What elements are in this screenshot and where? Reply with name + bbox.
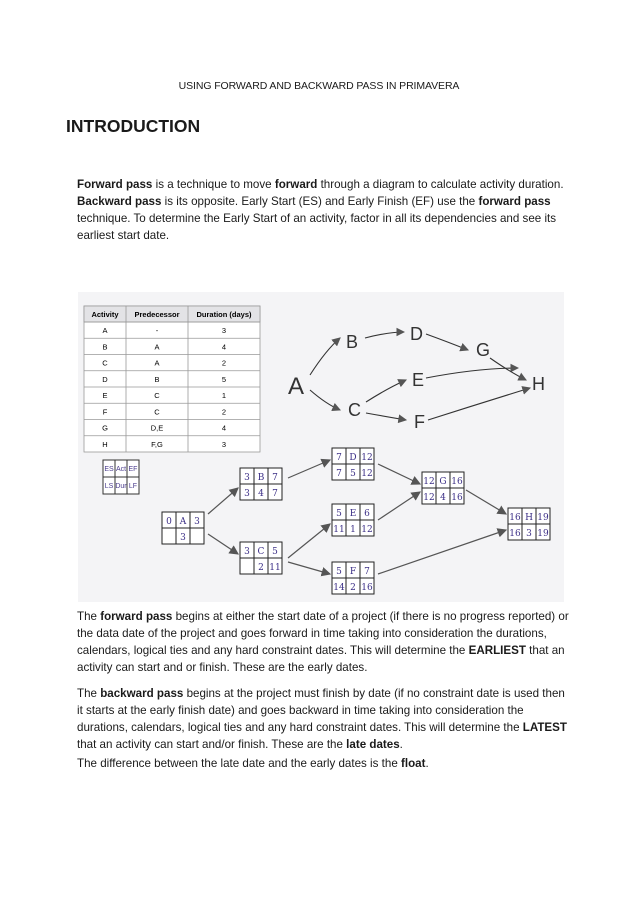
legend-act: Act xyxy=(115,466,127,473)
table-cell: - xyxy=(155,326,159,335)
node-cell-value: 12 xyxy=(423,493,435,503)
sketch-letter-e: E xyxy=(412,370,425,390)
term-latest: LATEST xyxy=(522,721,567,734)
table-cell: B xyxy=(102,342,108,352)
backward-pass-paragraph xyxy=(77,685,573,753)
table-cell: 3 xyxy=(221,439,227,449)
table-cell: G xyxy=(102,423,108,433)
forward-text-2: begins at either the start date of a project (if there is no progress reported) or the data date of the project and goes forward in time taking into consideration the durations, calendars, logical ties and any hard constraint dates. This will determine the xyxy=(77,610,569,657)
node-cell-value: 3 xyxy=(180,533,186,543)
node-cell-value: 16 xyxy=(451,477,463,487)
table-header-activity: Activity xyxy=(91,310,119,319)
intro-text-4: technique. To determine the Early Start of an activity, factor in all its dependencies and see its earliest start date. xyxy=(77,212,557,242)
document-header: USING FORWARD AND BACKWARD PASS IN PRIMAVERA xyxy=(178,80,460,92)
node-cell-value: 3 xyxy=(244,489,250,499)
backward-text-2: begins at the project must finish by date (if no constraint date is used then it starts at the early finish date) and goes backward in time taking into consideration the durations, calendars, logical ties and any hard constraint dates. This will determine the xyxy=(77,687,565,734)
table-cell: 2 xyxy=(221,407,227,417)
node-cell-value: 14 xyxy=(333,583,345,593)
term-forward: forward xyxy=(274,178,318,191)
sketch-letter-b: B xyxy=(346,332,359,352)
node-cell-value: 11 xyxy=(269,563,281,573)
intro-text-2: through a diagram to calculate activity duration. xyxy=(317,178,564,191)
node-cell xyxy=(162,528,176,544)
node-cell-value: D xyxy=(349,453,357,463)
node-cell-value: 4 xyxy=(258,489,264,499)
node-cell-value: 6 xyxy=(364,509,370,519)
node-cell-value: 16 xyxy=(509,513,521,523)
float-paragraph xyxy=(77,755,573,772)
float-text-1: The difference between the late date and the early dates is the xyxy=(77,757,401,770)
table-cell: H xyxy=(102,439,108,449)
node-cell-value: 16 xyxy=(361,583,373,593)
term-float: float xyxy=(401,757,426,770)
node-g xyxy=(422,472,464,504)
activity-table xyxy=(84,306,260,452)
node-cell-value: 19 xyxy=(537,529,549,539)
table-cell: 3 xyxy=(221,326,227,335)
node-cell-value: 11 xyxy=(333,525,345,535)
node-c xyxy=(240,542,282,574)
table-cell: F,G xyxy=(151,439,163,449)
node-cell-value: 5 xyxy=(336,567,342,577)
term-forward-pass-3: forward pass xyxy=(100,610,173,623)
forward-pass-paragraph xyxy=(77,608,573,676)
table-cell: C xyxy=(102,358,108,368)
float-text-2: . xyxy=(425,757,429,770)
node-cell-value: 2 xyxy=(258,563,264,573)
legend-es: ES xyxy=(104,466,114,473)
node-cell-value: 16 xyxy=(509,529,521,539)
node-cell-value: 7 xyxy=(336,453,342,463)
backward-text-1: The xyxy=(77,687,101,700)
sketch-letter-f: F xyxy=(414,412,425,432)
node-cell-value: E xyxy=(349,509,357,519)
network-diagram-figure xyxy=(78,292,564,602)
table-cell: F xyxy=(102,407,108,417)
node-cell-value: 19 xyxy=(537,513,549,523)
node-cell-value: B xyxy=(257,473,265,483)
node-cell-value: 1 xyxy=(350,525,356,535)
node-cell-value: 7 xyxy=(272,489,278,499)
backward-text-4: . xyxy=(399,738,403,751)
sketch-letter-g: G xyxy=(476,340,491,360)
node-a xyxy=(162,512,204,544)
node-cell-value: A xyxy=(179,517,187,527)
table-header-duration: Duration (days) xyxy=(196,310,252,319)
node-cell-value: 3 xyxy=(244,547,250,557)
node-cell xyxy=(190,528,204,544)
node-cell-value: H xyxy=(525,513,533,523)
node-boxes xyxy=(162,448,550,594)
node-b xyxy=(240,468,282,500)
table-cell: A xyxy=(102,326,108,335)
node-cell-value: 2 xyxy=(350,583,356,593)
node-cell-value: 4 xyxy=(440,493,446,503)
term-forward-pass-2: forward pass xyxy=(478,195,551,208)
table-cell: C xyxy=(154,407,160,417)
table-cell: 4 xyxy=(221,423,227,433)
node-cell-value: 7 xyxy=(272,473,278,483)
sketch-letters xyxy=(288,324,545,432)
section-heading: INTRODUCTION xyxy=(66,116,201,136)
table-cell: A xyxy=(154,358,160,368)
sketch-letter-h: H xyxy=(532,374,545,394)
term-backward-pass: Backward pass xyxy=(77,195,162,208)
node-cell-value: 16 xyxy=(451,493,463,503)
intro-text-3: is its opposite. Early Start (ES) and Early Finish (EF) use the xyxy=(161,195,479,208)
node-cell-value: C xyxy=(257,547,265,557)
table-cell: 5 xyxy=(221,374,227,384)
table-cell: D,E xyxy=(150,423,164,433)
network-diagram xyxy=(78,292,564,602)
node-cell xyxy=(240,558,254,574)
legend-ef: EF xyxy=(128,466,138,473)
node-h xyxy=(508,508,550,540)
node-cell-value: 3 xyxy=(526,529,532,539)
node-f xyxy=(332,562,374,594)
node-cell-value: 12 xyxy=(361,525,373,535)
node-cell-value: 3 xyxy=(194,517,200,527)
sketch-letter-d: D xyxy=(410,324,423,344)
node-cell-value: F xyxy=(349,567,357,577)
table-cell: 4 xyxy=(221,342,227,352)
table-header-predecessor: Predecessor xyxy=(134,310,180,319)
table-cell: A xyxy=(154,342,160,352)
sketch-letter-a: A xyxy=(288,373,305,400)
term-forward-pass: Forward pass xyxy=(77,178,153,191)
table-cell: 2 xyxy=(221,358,227,368)
node-e xyxy=(332,504,374,536)
table-cell: E xyxy=(102,391,108,400)
forward-text-1: The xyxy=(77,610,101,623)
term-backward-pass-2: backward pass xyxy=(100,687,184,700)
node-cell-value: 3 xyxy=(244,473,250,483)
node-cell-value: 7 xyxy=(336,469,342,479)
node-cell-value: 0 xyxy=(166,517,172,527)
table-cell: D xyxy=(102,374,108,384)
sketch-letter-c: C xyxy=(348,400,361,420)
legend-dur: Dur xyxy=(115,483,127,490)
forward-text-3: that an activity can start and or finish. These are the early dates. xyxy=(77,644,565,674)
node-cell-value: 5 xyxy=(350,469,356,479)
legend-lf: LF xyxy=(128,483,138,490)
table-cell: B xyxy=(154,374,160,384)
node-cell-value: 12 xyxy=(361,469,373,479)
intro-text-1: is a technique to move xyxy=(152,178,275,191)
term-late-dates: late dates xyxy=(346,738,400,751)
node-cell-value: 5 xyxy=(336,509,342,519)
node-legend xyxy=(103,460,139,494)
term-earliest: EARLIEST xyxy=(468,644,526,657)
node-cell-value: 5 xyxy=(272,547,278,557)
table-cell: C xyxy=(154,391,160,400)
node-cell-value: 12 xyxy=(361,453,373,463)
node-cell-value: 12 xyxy=(423,477,435,487)
legend-ls: LS xyxy=(104,483,114,490)
backward-text-3: that an activity can start and/or finish. These are the xyxy=(77,738,347,751)
intro-paragraph xyxy=(77,176,573,244)
node-cell-value: 7 xyxy=(364,567,370,577)
table-cell: 1 xyxy=(221,391,227,400)
node-d xyxy=(332,448,374,480)
node-cell-value: G xyxy=(439,477,447,487)
